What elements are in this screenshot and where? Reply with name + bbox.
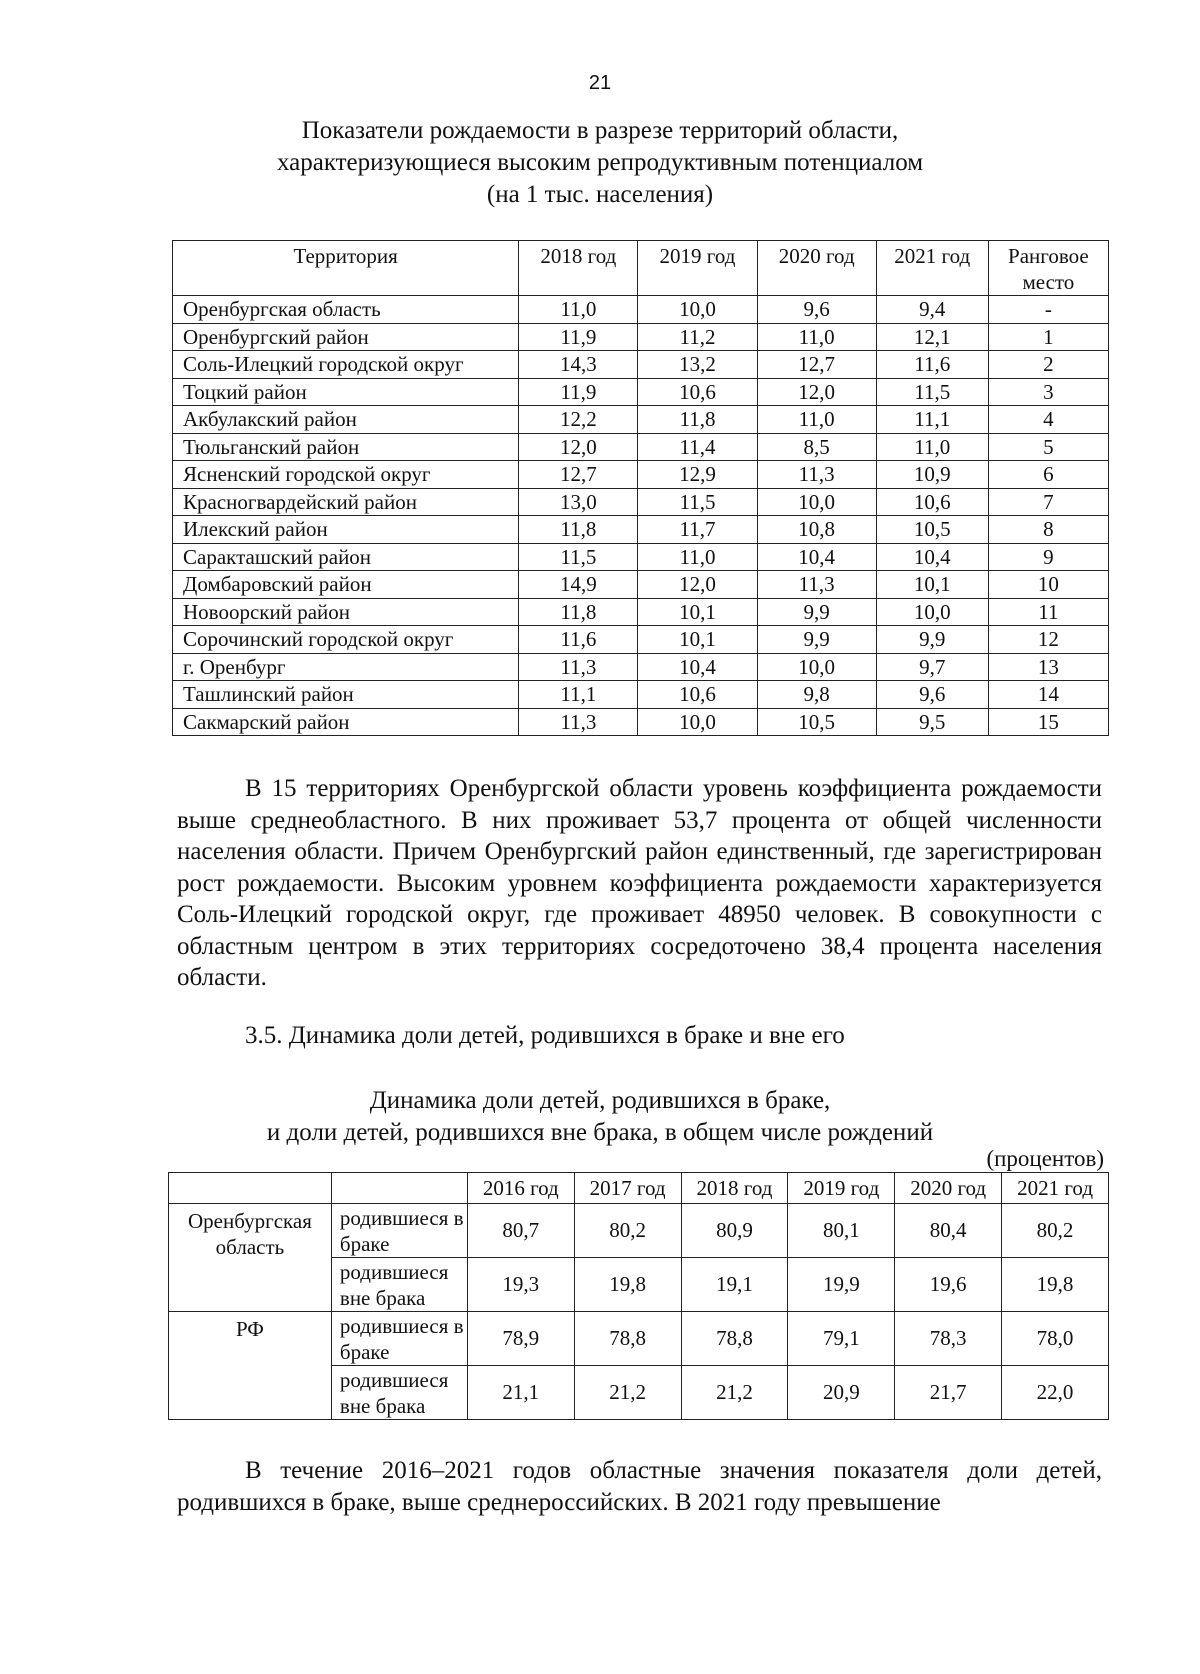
value-cell: 14 [988, 681, 1108, 709]
region-cell: РФ [169, 1312, 332, 1420]
value-cell: 12,2 [519, 406, 638, 434]
value-cell: 12,1 [876, 323, 988, 351]
value-cell: 10,0 [638, 296, 757, 324]
region-cell: Оренбургская область [169, 1204, 332, 1312]
category-cell: родившиеся вне брака [331, 1258, 467, 1312]
table-row [173, 516, 1109, 544]
value-cell: 21,2 [681, 1366, 788, 1420]
table-row [173, 626, 1109, 654]
value-cell: 10,0 [638, 708, 757, 736]
table2-title [0, 1085, 1200, 1149]
value-cell: 10,6 [638, 378, 757, 406]
value-cell: - [988, 296, 1108, 324]
value-cell: 9 [988, 543, 1108, 571]
value-cell: 9,7 [876, 653, 988, 681]
value-cell: 11,4 [638, 433, 757, 461]
value-cell: 20,9 [788, 1366, 895, 1420]
value-cell: 12,0 [519, 433, 638, 461]
value-cell: 11,5 [638, 488, 757, 516]
year-header: 2016 год [467, 1173, 574, 1204]
section-heading: 3.5. Динамика доли детей, родившихся в браке и вне его [245, 1022, 845, 1049]
value-cell: 10 [988, 571, 1108, 599]
territory-cell: Тюльганский район [173, 433, 519, 461]
territory-cell: Ясненский городской округ [173, 461, 519, 489]
value-cell: 10,4 [638, 653, 757, 681]
value-cell: 10,1 [638, 626, 757, 654]
value-cell: 10,5 [876, 516, 988, 544]
value-cell: 11,0 [638, 543, 757, 571]
value-cell: 9,9 [757, 598, 876, 626]
table-row [173, 681, 1109, 709]
territory-cell: Акбулакский район [173, 406, 519, 434]
value-cell: 9,6 [757, 296, 876, 324]
value-cell: 21,1 [467, 1366, 574, 1420]
table1-title-line: характеризующиеся высоким репродуктивным потенциалом [276, 149, 924, 176]
value-cell: 13,2 [638, 351, 757, 379]
value-cell: 10,6 [638, 681, 757, 709]
value-cell: 19,3 [467, 1258, 574, 1312]
category-cell: родившиеся в браке [331, 1204, 467, 1258]
value-cell: 19,8 [574, 1258, 681, 1312]
birth-rate-table [172, 240, 1109, 736]
value-cell: 11,6 [519, 626, 638, 654]
value-cell: 9,8 [757, 681, 876, 709]
value-cell: 14,3 [519, 351, 638, 379]
value-cell: 11,5 [876, 378, 988, 406]
value-cell: 1 [988, 323, 1108, 351]
value-cell: 11,8 [519, 598, 638, 626]
value-cell: 80,2 [574, 1204, 681, 1258]
value-cell: 10,4 [876, 543, 988, 571]
territory-cell: Оренбургская область [173, 296, 519, 324]
year-header: 2021 год [1002, 1173, 1109, 1204]
table-row [173, 708, 1109, 736]
value-cell: 80,9 [681, 1204, 788, 1258]
marital-births-table [168, 1172, 1109, 1420]
table1-title-line: Показатели рождаемости в разрезе территорий области, [301, 117, 899, 144]
column-header: 2020 год [757, 241, 876, 296]
value-cell: 9,9 [876, 626, 988, 654]
value-cell: 11,3 [519, 708, 638, 736]
table-row [173, 571, 1109, 599]
value-cell: 10,1 [638, 598, 757, 626]
value-cell: 10,0 [876, 598, 988, 626]
value-cell: 19,1 [681, 1258, 788, 1312]
category-cell: родившиеся в браке [331, 1312, 467, 1366]
column-header: 2018 год [519, 241, 638, 296]
value-cell: 12,7 [757, 351, 876, 379]
value-cell: 80,7 [467, 1204, 574, 1258]
value-cell: 12,0 [638, 571, 757, 599]
value-cell: 78,9 [467, 1312, 574, 1366]
value-cell: 11,3 [757, 461, 876, 489]
year-header: 2017 год [574, 1173, 681, 1204]
territory-cell: Илекский район [173, 516, 519, 544]
value-cell: 21,7 [895, 1366, 1002, 1420]
value-cell: 11,0 [757, 323, 876, 351]
table-row [169, 1312, 1109, 1366]
value-cell: 78,3 [895, 1312, 1002, 1366]
paragraph: В 15 территориях Оренбургской области уровень коэффициента рождаемости выше среднеобластного. В них проживает 53,7 процента от общей численности населения области. Причем Оренбургский район единственный, где зарегистрирован рост рождаемости. Высоким уровнем коэффициента рождаемости характеризуется Соль-Илецкий городской округ, где проживает 48950 человек. В совокупности с областным центром в этих территориях сосредоточено 38,4 процента населения области. [177, 775, 1102, 991]
value-cell: 6 [988, 461, 1108, 489]
year-header: 2019 год [788, 1173, 895, 1204]
territory-cell: Красногвардейский район [173, 488, 519, 516]
value-cell: 9,5 [876, 708, 988, 736]
value-cell: 10,5 [757, 708, 876, 736]
column-header: Территория [173, 241, 519, 296]
empty-header-cell [331, 1173, 467, 1204]
value-cell: 11,8 [638, 406, 757, 434]
value-cell: 9,9 [757, 626, 876, 654]
table-row [173, 433, 1109, 461]
column-header: 2019 год [638, 241, 757, 296]
value-cell: 11,5 [519, 543, 638, 571]
value-cell: 11,3 [757, 571, 876, 599]
table-row [173, 296, 1109, 324]
table1-title-line: (на 1 тыс. населения) [486, 181, 714, 208]
value-cell: 12,9 [638, 461, 757, 489]
value-cell: 78,8 [681, 1312, 788, 1366]
value-cell: 7 [988, 488, 1108, 516]
table-header-row [169, 1173, 1109, 1204]
value-cell: 10,4 [757, 543, 876, 571]
table-row [169, 1204, 1109, 1258]
territory-cell: Сакмарский район [173, 708, 519, 736]
value-cell: 11,0 [519, 296, 638, 324]
table-row [173, 543, 1109, 571]
value-cell: 2 [988, 351, 1108, 379]
year-header: 2018 год [681, 1173, 788, 1204]
value-cell: 78,0 [1002, 1312, 1109, 1366]
table-header-row [173, 241, 1109, 296]
value-cell: 78,8 [574, 1312, 681, 1366]
value-cell: 11,0 [876, 433, 988, 461]
table-row [173, 323, 1109, 351]
value-cell: 11,7 [638, 516, 757, 544]
value-cell: 8 [988, 516, 1108, 544]
value-cell: 15 [988, 708, 1108, 736]
table-row [173, 406, 1109, 434]
value-cell: 80,4 [895, 1204, 1002, 1258]
value-cell: 11,9 [519, 378, 638, 406]
category-cell: родившиеся вне брака [331, 1366, 467, 1420]
paragraph: В течение 2016–2021 годов областные значения показателя доли детей, родившихся в браке, выше среднероссийских. В 2021 году превышение [177, 1457, 1102, 1516]
table-row [173, 378, 1109, 406]
value-cell: 21,2 [574, 1366, 681, 1420]
territory-cell: Оренбургский район [173, 323, 519, 351]
territory-cell: Соль-Илецкий городской округ [173, 351, 519, 379]
territory-cell: Ташлинский район [173, 681, 519, 709]
territory-cell: Сорочинский городской округ [173, 626, 519, 654]
value-cell: 11,9 [519, 323, 638, 351]
value-cell: 19,6 [895, 1258, 1002, 1312]
value-cell: 5 [988, 433, 1108, 461]
value-cell: 9,6 [876, 681, 988, 709]
table-row [173, 653, 1109, 681]
value-cell: 11 [988, 598, 1108, 626]
table1-title [0, 115, 1200, 211]
value-cell: 10,9 [876, 461, 988, 489]
territory-cell: Новоорский район [173, 598, 519, 626]
value-cell: 14,9 [519, 571, 638, 599]
value-cell: 19,8 [1002, 1258, 1109, 1312]
value-cell: 8,5 [757, 433, 876, 461]
units-label: (процентов) [986, 1146, 1104, 1171]
value-cell: 10,0 [757, 488, 876, 516]
value-cell: 10,0 [757, 653, 876, 681]
value-cell: 11,1 [876, 406, 988, 434]
value-cell: 13,0 [519, 488, 638, 516]
table2-title-line: Динамика доли детей, родившихся в браке, [369, 1087, 831, 1114]
value-cell: 12,7 [519, 461, 638, 489]
empty-header-cell [169, 1173, 332, 1204]
value-cell: 12 [988, 626, 1108, 654]
value-cell: 19,9 [788, 1258, 895, 1312]
value-cell: 22,0 [1002, 1366, 1109, 1420]
value-cell: 12,0 [757, 378, 876, 406]
territory-cell: Домбаровский район [173, 571, 519, 599]
value-cell: 9,4 [876, 296, 988, 324]
value-cell: 11,6 [876, 351, 988, 379]
value-cell: 79,1 [788, 1312, 895, 1366]
page-number: 21 [588, 72, 612, 94]
column-header: 2021 год [876, 241, 988, 296]
value-cell: 11,1 [519, 681, 638, 709]
territory-cell: Саракташский район [173, 543, 519, 571]
table2-title-line: и доли детей, родившихся вне брака, в общем числе рождений [266, 1119, 934, 1146]
value-cell: 4 [988, 406, 1108, 434]
value-cell: 3 [988, 378, 1108, 406]
value-cell: 11,0 [757, 406, 876, 434]
value-cell: 11,2 [638, 323, 757, 351]
territory-cell: г. Оренбург [173, 653, 519, 681]
value-cell: 80,2 [1002, 1204, 1109, 1258]
table-row [173, 351, 1109, 379]
value-cell: 80,1 [788, 1204, 895, 1258]
table-row [173, 488, 1109, 516]
year-header: 2020 год [895, 1173, 1002, 1204]
table-row [173, 461, 1109, 489]
territory-cell: Тоцкий район [173, 378, 519, 406]
value-cell: 10,1 [876, 571, 988, 599]
value-cell: 11,8 [519, 516, 638, 544]
value-cell: 11,3 [519, 653, 638, 681]
column-header: Ранговое место [988, 241, 1108, 296]
value-cell: 10,8 [757, 516, 876, 544]
value-cell: 10,6 [876, 488, 988, 516]
table-row [173, 598, 1109, 626]
value-cell: 13 [988, 653, 1108, 681]
